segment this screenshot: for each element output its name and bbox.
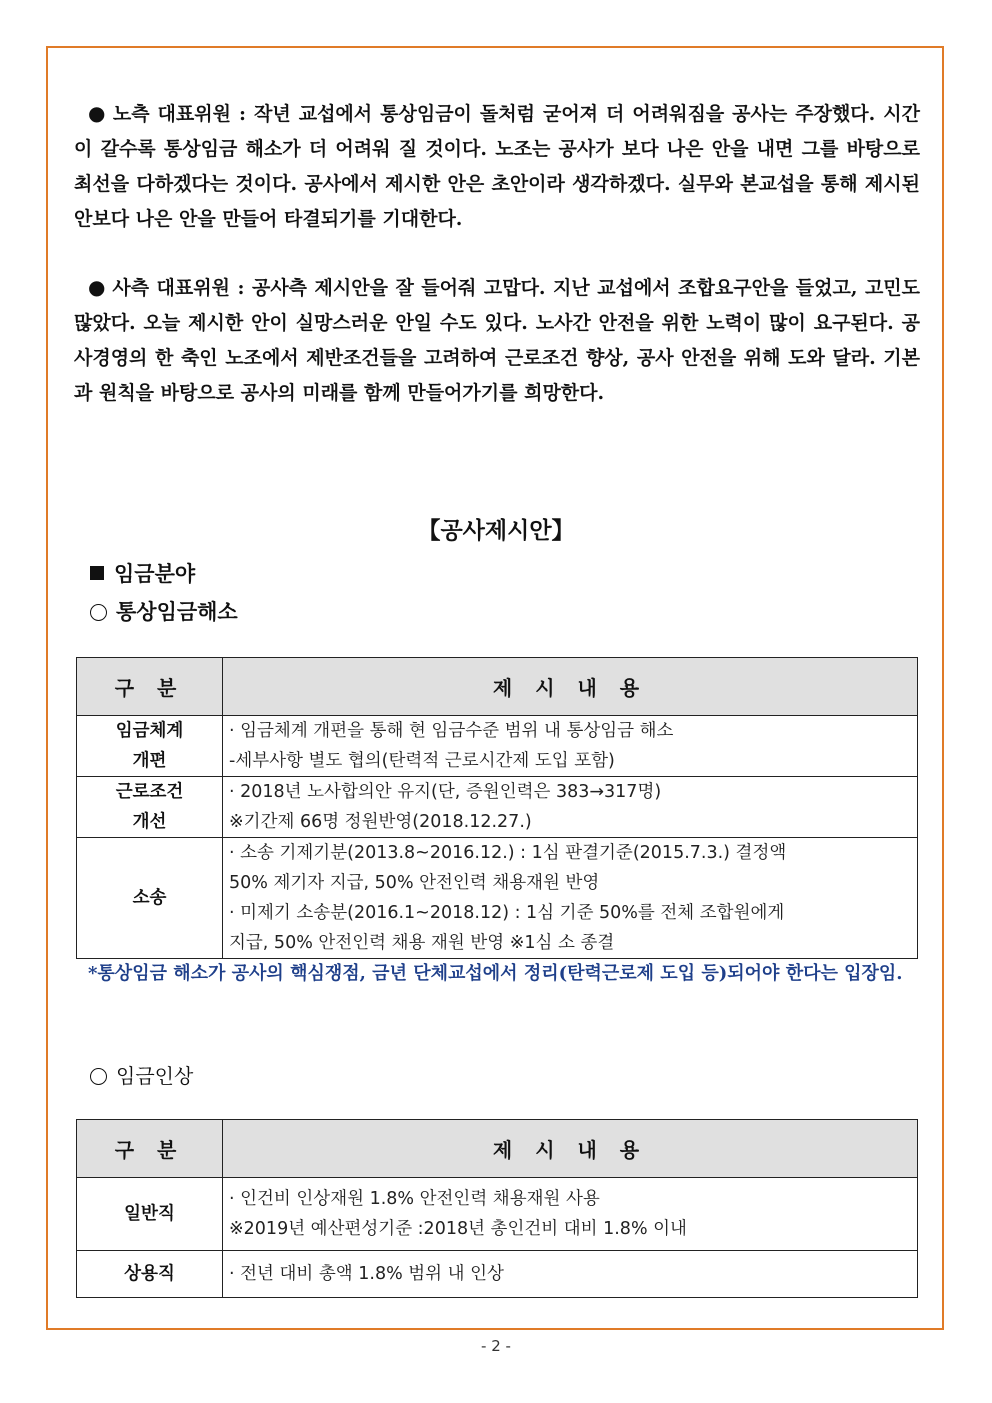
table-row <box>77 838 918 959</box>
management-representative-text: 사측 대표위원 : 공사측 제시안을 잘 들어줘 고맙다. 지난 교섭에서 조합요구안을 들었고, 고민도 많았다. 오늘 제시한 안이 실망스러운 안일 수도 있다. 노사간 안전을 위한 노력이 많이 요구된다. 공사경영의 한 축인 노조에서 제반조건들을 고려하여 근로조건 향상, 공사 안전을 위해 도와 달라. 기본과 원칙을 바탕으로 공사의 미래를 함께 만들어가기를 희망한다. <box>74 277 921 404</box>
circle-icon <box>90 604 107 621</box>
row-content <box>223 1178 918 1251</box>
row-label: 상용직 <box>77 1251 223 1298</box>
header-content: 제 시 내 용 <box>223 658 918 716</box>
header-content: 제 시 내 용 <box>223 1120 918 1178</box>
content-line: · 미제기 소송분(2016.1~2018.12) : 1심 기준 50%를 전체 조합원에게 <box>229 903 785 923</box>
wage-heading <box>90 558 195 588</box>
table-row <box>77 1178 918 1251</box>
row-content <box>223 777 918 838</box>
row-label <box>77 716 223 777</box>
row-content: · 전년 대비 총액 1.8% 범위 내 인상 <box>223 1251 918 1298</box>
table-header-row <box>77 1120 918 1178</box>
content-line: · 2018년 노사합의안 유지(단, 증원인력은 383→317명) <box>229 782 662 802</box>
circle-icon <box>90 1068 107 1085</box>
management-representative-paragraph <box>74 270 920 411</box>
content-line: 50% 제기자 지급, 50% 안전인력 채용재원 반영 <box>229 873 600 893</box>
row-label-line: 개선 <box>132 812 167 832</box>
table-row <box>77 1251 918 1298</box>
content-line: · 소송 기제기분(2013.8~2016.12.) : 1심 판결기준(2015.7.3.) 결정액 <box>229 843 787 863</box>
union-representative-paragraph <box>74 96 920 237</box>
bullet-icon: ● <box>88 275 107 299</box>
black-square-icon <box>90 566 104 580</box>
header-category: 구 분 <box>77 1120 223 1178</box>
content-line: 지급, 50% 안전인력 채용 재원 반영 ※1심 소 종결 <box>229 933 615 953</box>
position-note: *통상임금 해소가 공사의 핵심쟁점, 금년 단체교섭에서 정리(탄력근로제 도입 등)되어야 한다는 입장임. <box>88 963 903 984</box>
row-label-line: 임금체계 <box>115 721 184 741</box>
table-row <box>77 716 918 777</box>
row-label-line: 개편 <box>132 751 167 771</box>
ordinary-wage-heading-text: 통상임금해소 <box>116 600 238 624</box>
row-label: 일반직 <box>77 1178 223 1251</box>
union-representative-text: 노측 대표위원 : 작년 교섭에서 통상임금이 돌처럼 굳어져 더 어려워짐을 공사는 주장했다. 시간이 갈수록 통상임금 해소가 더 어려워 질 것이다. 노조는 공사가 보다 나은 안을 내면 그를 바탕으로 최선을 다하겠다는 것이다. 공사에서 제시한 안은 초안이라 생각하겠다. 실무와 본교섭을 통해 제시된 안보다 나은 안을 만들어 타결되기를 기대한다. <box>74 103 920 230</box>
content-line: · 임금체계 개편을 통해 현 임금수준 범위 내 통상임금 해소 <box>229 721 674 741</box>
page-number: - 2 - <box>481 1337 511 1355</box>
content-line: ※2019년 예산편성기준 :2018년 총인건비 대비 1.8% 이내 <box>229 1219 687 1239</box>
row-content <box>223 716 918 777</box>
content-line: · 인건비 인상재원 1.8% 안전인력 채용재원 사용 <box>229 1189 600 1209</box>
row-label: 소송 <box>77 838 223 959</box>
content-line: -세부사항 별도 협의(탄력적 근로시간제 도입 포함) <box>229 751 615 771</box>
wage-heading-text: 임금분야 <box>114 562 196 586</box>
ordinary-wage-heading <box>90 596 238 626</box>
table-header-row <box>77 658 918 716</box>
row-content <box>223 838 918 959</box>
content-line: ※기간제 66명 정원반영(2018.12.27.) <box>229 812 532 832</box>
row-label-line: 근로조건 <box>115 782 184 802</box>
wage-raise-heading <box>90 1060 193 1089</box>
wage-raise-table <box>76 1119 918 1298</box>
row-label <box>77 777 223 838</box>
section-title: 【공사제시안】 <box>417 518 575 544</box>
table-row <box>77 777 918 838</box>
ordinary-wage-table <box>76 657 918 959</box>
bullet-icon: ● <box>88 101 107 125</box>
header-category: 구 분 <box>77 658 223 716</box>
wage-raise-heading-text: 임금인상 <box>116 1064 194 1088</box>
